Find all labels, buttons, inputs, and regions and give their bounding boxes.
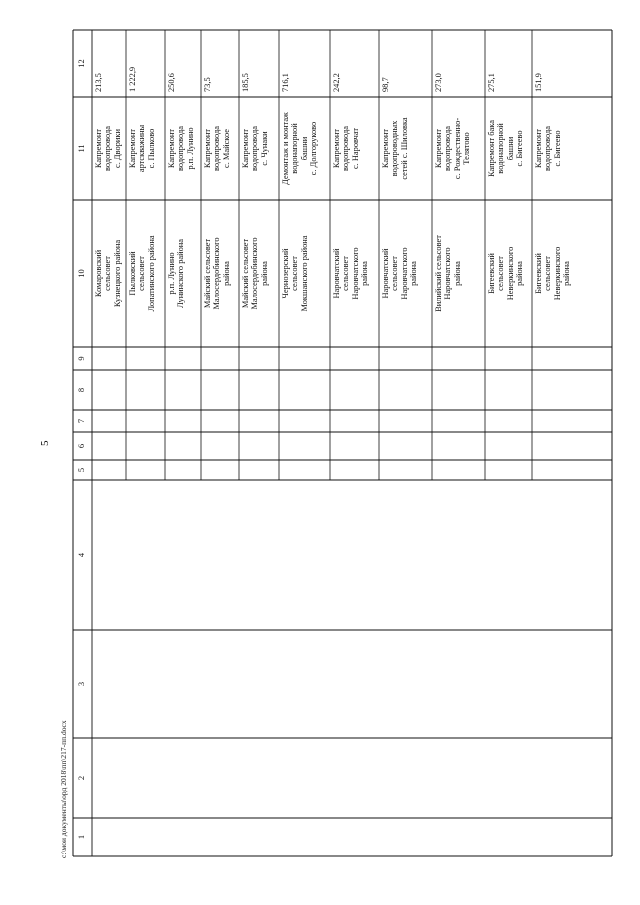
cell-text-line: Малосердобинского: [250, 237, 260, 310]
cell-text-line: сельсовет: [496, 256, 506, 291]
cell-text-line: Бигеевский: [487, 253, 496, 294]
cell-text-line: с. Рождественно-: [452, 117, 462, 180]
cell-text-line: с. Бигеево: [552, 130, 562, 167]
cell-text-line: с. Чунаки: [259, 131, 269, 166]
amount-cell: [534, 32, 611, 95]
cell-text-line: водонапорной: [496, 123, 506, 174]
cell-text-line: Наровчатского: [350, 247, 360, 300]
work-description-cell: [487, 99, 531, 198]
column-header-11: 11: [77, 144, 87, 153]
cell-text-line: Капремонт: [128, 128, 137, 169]
cell-text-line: Наровчатский: [381, 248, 390, 299]
cell-text-line: Неверкинского: [552, 246, 562, 301]
cell-text-line: водопровода: [443, 126, 453, 171]
municipality-cell: [381, 202, 431, 345]
municipality-cell: [332, 202, 378, 345]
cell-text-line: Капремонт: [534, 128, 543, 169]
cell-text-line: сельсовет: [290, 256, 300, 291]
work-description-cell: [381, 99, 431, 198]
cell-text-line: водопровода: [341, 126, 351, 171]
work-description-cell: [167, 99, 200, 198]
cell-text-line: района: [259, 261, 269, 286]
cell-text-line: р.п. Лунино: [185, 127, 195, 170]
amount-cell: [487, 32, 531, 95]
cell-text-line: Капремонт: [203, 128, 212, 169]
column-header-12: 12: [77, 59, 87, 68]
cell-text-line: 98,7: [381, 77, 390, 92]
amount-cell: [241, 32, 278, 95]
column-header-6: 6: [77, 443, 87, 449]
cell-text-line: Бигеевский: [534, 253, 543, 294]
cell-text-line: 151,9: [534, 73, 543, 92]
cell-text-line: Капремонт: [94, 128, 103, 169]
column-header-10: 10: [77, 269, 87, 278]
amount-cell: [203, 32, 238, 95]
cell-text-line: сельсовет: [390, 256, 400, 291]
amount-cell: [434, 32, 484, 95]
column-header-9: 9: [77, 356, 87, 361]
cell-text-line: башни: [505, 136, 515, 161]
work-description-cell: [203, 99, 238, 198]
municipality-cell: [167, 202, 200, 345]
cell-text-line: Демонтаж и монтаж: [281, 112, 290, 185]
amount-cell: [128, 32, 164, 95]
work-description-cell: [332, 99, 378, 198]
cell-text-line: района: [221, 261, 231, 286]
work-description-cell: [241, 99, 278, 198]
cell-text-line: 1 222,9: [128, 66, 137, 92]
municipality-cell: [434, 202, 484, 345]
cell-text-line: с. Бигеево: [515, 130, 525, 167]
cell-text-line: района: [409, 261, 419, 286]
work-description-cell: [128, 99, 164, 198]
cell-text-line: Капремонт: [332, 128, 341, 169]
amount-cell: [167, 32, 200, 95]
cell-text-line: р.п. Лунино: [167, 252, 176, 295]
cell-text-line: с. Пылково: [146, 128, 156, 169]
cell-text-line: с. Долгоруково: [309, 121, 319, 176]
cell-text-line: Малосердобинского: [212, 237, 222, 310]
cell-text-line: района: [360, 261, 370, 286]
municipality-cell: [241, 202, 278, 345]
cell-text-line: водопровода: [250, 126, 260, 171]
cell-text-line: Капремонт: [167, 128, 176, 169]
cell-text-line: Кузнецкого района: [112, 239, 122, 308]
cell-text-line: водопровода: [176, 126, 186, 171]
cell-text-line: 273,0: [434, 73, 443, 92]
cell-text-line: Телятово: [462, 132, 472, 165]
municipality-cell: [94, 202, 125, 345]
cell-text-line: 250,6: [167, 73, 176, 92]
cell-text-line: 275,1: [487, 73, 496, 92]
cell-text-line: Майский сельсовет: [241, 238, 250, 309]
cell-text-line: Капремонт: [241, 128, 250, 169]
cell-text-line: Лопатинского района: [146, 235, 156, 312]
cell-text-line: Капремонт бака: [487, 120, 496, 177]
cell-text-line: Пылковский: [128, 251, 137, 296]
cell-text-line: башни: [299, 136, 309, 161]
cell-text-line: 185,5: [241, 73, 250, 92]
work-description-cell: [281, 99, 329, 198]
cell-text-line: с. Дворики: [112, 129, 122, 168]
cell-text-line: 213,5: [94, 73, 103, 92]
cell-text-line: Комаровский: [94, 249, 103, 298]
cell-text-line: Капремонт: [381, 128, 390, 169]
cell-text-line: водонапорной: [290, 123, 300, 174]
work-description-cell: [534, 99, 611, 198]
cell-text-line: Мокшанского района: [299, 235, 309, 312]
cell-text-line: Наровчатского: [443, 247, 453, 300]
column-header-7: 7: [77, 418, 87, 424]
column-header-5: 5: [77, 467, 87, 473]
cell-text-line: Чернозерский: [281, 248, 290, 299]
cell-text-line: с. Наровчат: [350, 127, 360, 170]
cell-text-line: с. Майское: [221, 129, 231, 168]
municipality-cell: [487, 202, 531, 345]
cell-text-line: Вилийский сельсовет: [434, 235, 443, 312]
work-description-cell: [434, 99, 484, 198]
amount-cell: [281, 32, 329, 95]
column-header-8: 8: [77, 387, 87, 393]
work-description-cell: [94, 99, 125, 198]
municipality-cell: [128, 202, 164, 345]
cell-text-line: Наровчатского: [399, 247, 409, 300]
cell-text-line: сельсовет: [341, 256, 351, 291]
cell-text-line: водопровода: [543, 126, 553, 171]
cell-text-line: 73,5: [203, 77, 212, 92]
cell-text-line: водопровода: [212, 126, 222, 171]
cell-text-line: Лунинского района: [176, 239, 186, 308]
municipality-cell: [203, 202, 238, 345]
cell-text-line: водопровода: [103, 126, 113, 171]
column-header-2: 2: [77, 775, 87, 781]
column-header-1: 1: [77, 834, 87, 840]
municipality-cell: [281, 202, 329, 345]
amount-cell: [332, 32, 378, 95]
municipality-cell: [534, 202, 611, 345]
cell-text-line: Наровчатский: [332, 248, 341, 299]
column-header-3: 3: [77, 681, 87, 687]
cell-text-line: сельсовет: [103, 256, 113, 291]
amount-cell: [381, 32, 431, 95]
cell-text-line: сетей с. Шиловка: [399, 117, 409, 180]
amount-cell: [94, 32, 125, 95]
page-number: 5: [39, 440, 51, 446]
cell-text-line: Майский сельсовет: [203, 238, 212, 309]
cell-text-line: сельсовет: [137, 256, 147, 291]
column-header-4: 4: [77, 552, 87, 558]
cell-text-line: артскважины: [137, 124, 147, 173]
cell-text-line: Неверкинского: [505, 246, 515, 301]
cell-text-line: района: [515, 261, 525, 286]
cell-text-line: 716,1: [281, 73, 290, 92]
cell-text-line: 242,2: [332, 73, 341, 92]
cell-text-line: района: [562, 261, 572, 286]
cell-text-line: района: [452, 261, 462, 286]
cell-text-line: Капремонт: [434, 128, 443, 169]
footer-file-path: c:\мои документы\орд 2018\пп\217-пп.docx: [59, 720, 68, 858]
cell-text-line: водопроводных: [390, 120, 400, 177]
cell-text-line: сельсовет: [543, 256, 553, 291]
